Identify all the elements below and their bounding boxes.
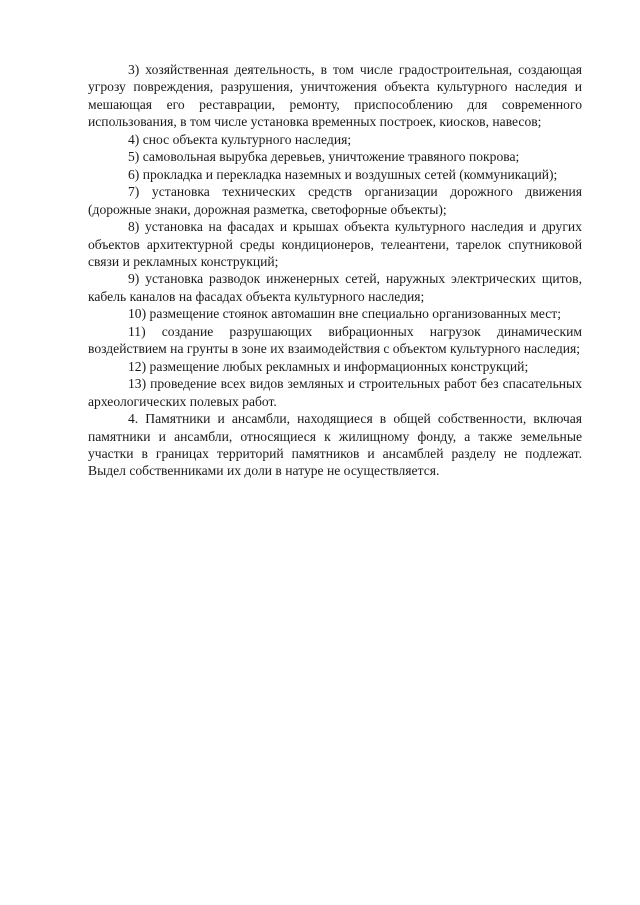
- paragraph-item-12: 12) размещение любых рекламных и информационных конструкций;: [128, 358, 529, 374]
- paragraph-item-10: 10) размещение стоянок автомашин вне специально организованных мест;: [128, 306, 562, 322]
- paragraph-item-8: 8) установка на фасадах и крышах объекта культурного наследия и других объектов архитектурной среды кондиционеров, телеантени, тарелок спутниковой связи и рекламных конструкций;: [88, 219, 582, 269]
- paragraph-item-7: 7) установка технических средств организации дорожного движения (дорожные знаки, дорожная разметка, светофорные объекты);: [88, 184, 582, 217]
- document-page: [88, 61, 582, 480]
- paragraph-item-3: 3) хозяйственная деятельность, в том числе градостроительная, создающая угрозу повреждения, разрушения, уничтожения объекта культурного наследия и мешающая его реставрации, ремонту, приспособлению для современного использования, в том числе установка временных построек, киосков, навесов;: [88, 62, 582, 130]
- paragraph-item-11: 11) создание разрушающих вибрационных нагрузок динамическим воздействием на грунты в зоне их взаимодействия с объектом культурного наследия;: [88, 323, 582, 357]
- paragraph-section-4: 4. Памятники и ансамбли, находящиеся в общей собственности, включая памятники и ансамбли, относящиеся к жилищному фонду, а также земельные участки в границах территорий памятников и ансамблей разделу не подлежат. Выдел собственниками их доли в натуре не осуществляется.: [88, 411, 582, 479]
- paragraph-item-6: 6) прокладка и перекладка наземных и воздушных сетей (коммуникаций);: [128, 166, 558, 182]
- paragraph-item-4: 4) снос объекта культурного наследия;: [128, 131, 352, 147]
- paragraph-item-5: 5) самовольная вырубка деревьев, уничтожение травяного покрова;: [128, 149, 520, 165]
- paragraph-item-13: 13) проведение всех видов земляных и строительных работ без спасательных археологических полевых работ.: [88, 376, 582, 409]
- paragraph-item-9: 9) установка разводок инженерных сетей, наружных электрических щитов, кабель каналов на фасадах объекта культурного наследия;: [88, 271, 582, 304]
